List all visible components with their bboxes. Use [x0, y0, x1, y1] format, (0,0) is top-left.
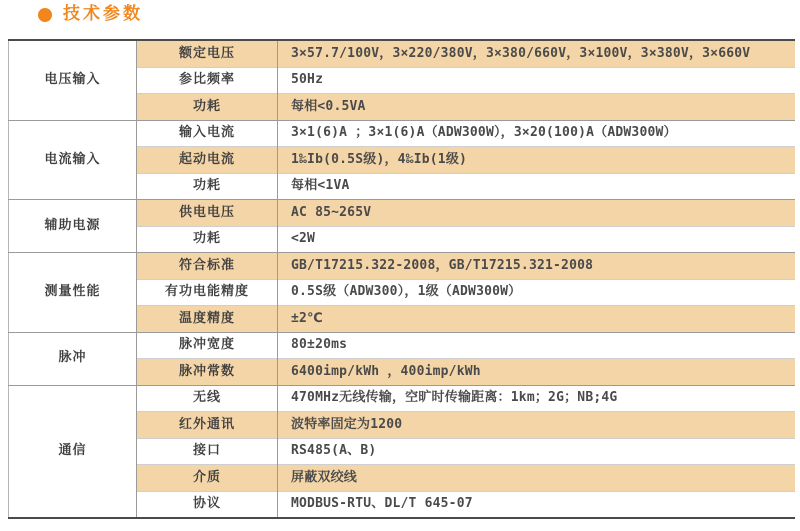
param-value-cell: 0.5S级（ADW300），1级（ADW300W） — [278, 279, 796, 306]
param-value-cell: GB/T17215.322-2008，GB/T17215.321-2008 — [278, 253, 796, 280]
param-value-cell: ±2℃ — [278, 306, 796, 333]
param-name-cell: 功耗 — [137, 173, 278, 200]
param-name-cell: 脉冲常数 — [137, 359, 278, 386]
category-cell: 脉冲 — [9, 332, 137, 385]
bullet-icon — [38, 8, 52, 22]
param-value-cell: 波特率固定为1200 — [278, 412, 796, 439]
section-title — [38, 6, 143, 23]
param-value-cell: MODBUS-RTU、DL/T 645-07 — [278, 491, 796, 518]
param-name-cell: 供电电压 — [137, 200, 278, 227]
param-value-cell: 1‰Ib(0.5S级)，4‰Ib(1级) — [278, 147, 796, 174]
param-value-cell: 屏蔽双绞线 — [278, 465, 796, 492]
param-value-cell: <2W — [278, 226, 796, 253]
param-name-cell: 符合标准 — [137, 253, 278, 280]
param-name-cell: 无线 — [137, 385, 278, 412]
param-name-cell: 脉冲宽度 — [137, 332, 278, 359]
table-row — [9, 332, 796, 359]
param-value-cell: 80±20ms — [278, 332, 796, 359]
table-row — [9, 200, 796, 227]
category-cell: 电压输入 — [9, 40, 137, 120]
param-name-cell: 温度精度 — [137, 306, 278, 333]
param-name-cell: 额定电压 — [137, 40, 278, 67]
param-value-cell: 3×57.7/100V，3×220/380V，3×380/660V，3×100V，3×380V，3×660V — [278, 40, 796, 67]
param-name-cell: 功耗 — [137, 226, 278, 253]
category-cell: 通信 — [9, 385, 137, 518]
tech-params-table — [8, 39, 795, 519]
table-row — [9, 253, 796, 280]
tech-params-table-wrap — [8, 39, 795, 519]
category-cell: 测量性能 — [9, 253, 137, 333]
param-value-cell: RS485(A、B) — [278, 438, 796, 465]
param-name-cell: 有功电能精度 — [137, 279, 278, 306]
table-row — [9, 40, 796, 67]
param-value-cell: 每相<1VA — [278, 173, 796, 200]
table-row — [9, 120, 796, 147]
param-name-cell: 协议 — [137, 491, 278, 518]
param-value-cell: 3×1(6)A ；3×1(6)A（ADW300W），3×20(100)A（ADW300W） — [278, 120, 796, 147]
category-cell: 辅助电源 — [9, 200, 137, 253]
param-value-cell: AC 85~265V — [278, 200, 796, 227]
param-name-cell: 接口 — [137, 438, 278, 465]
section-title-label: 技术参数 — [63, 4, 143, 24]
category-cell: 电流输入 — [9, 120, 137, 200]
param-name-cell: 输入电流 — [137, 120, 278, 147]
param-name-cell: 起动电流 — [137, 147, 278, 174]
param-value-cell: 6400imp/kWh ，400imp/kWh — [278, 359, 796, 386]
table-row — [9, 385, 796, 412]
param-name-cell: 介质 — [137, 465, 278, 492]
param-value-cell: 50Hz — [278, 67, 796, 94]
param-name-cell: 功耗 — [137, 94, 278, 121]
param-value-cell: 470MHz无线传输，空旷时传输距离：1km；2G；NB;4G — [278, 385, 796, 412]
param-name-cell: 红外通讯 — [137, 412, 278, 439]
param-value-cell: 每相<0.5VA — [278, 94, 796, 121]
param-name-cell: 参比频率 — [137, 67, 278, 94]
